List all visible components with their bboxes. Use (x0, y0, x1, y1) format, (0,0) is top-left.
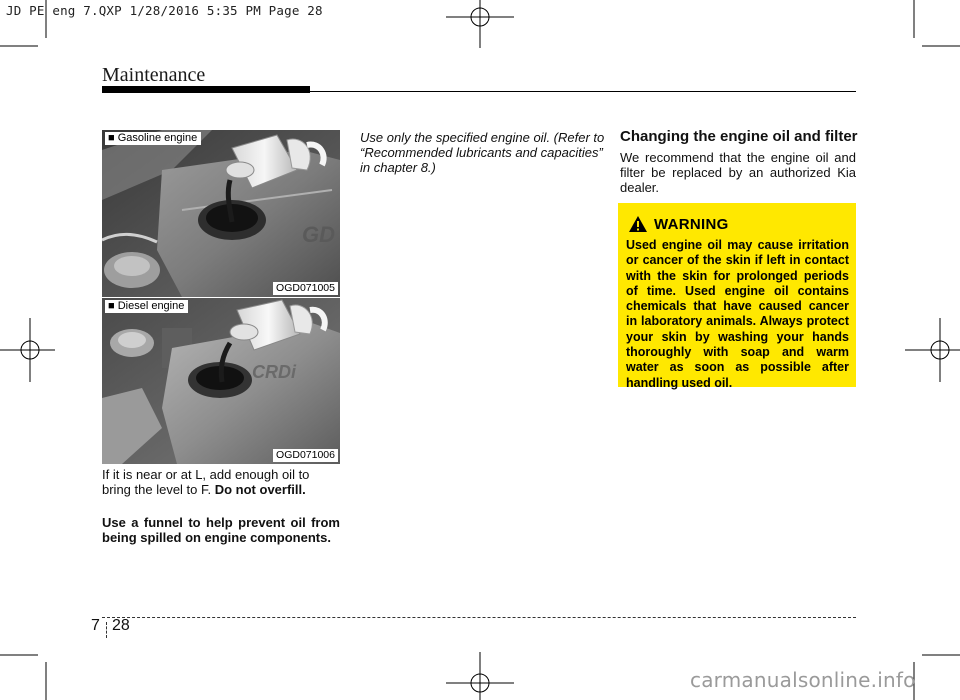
print-slug: JD PE eng 7.QXP 1/28/2016 5:35 PM Page 28 (6, 3, 323, 18)
header-bar (102, 86, 310, 93)
footer-divider (106, 622, 107, 638)
diesel-engine-figure (102, 297, 340, 464)
warning-box (618, 203, 856, 390)
svg-text:CRDi: CRDi (252, 362, 296, 382)
oil-level-text: If it is near or at L, add enough oil to bring the level to F. (102, 467, 310, 497)
warning-title: WARNING (654, 215, 729, 233)
oil-change-heading: Changing the engine oil and filter (620, 128, 858, 145)
warning-triangle-icon (628, 215, 648, 233)
gasoline-engine-figure (102, 130, 340, 297)
chapter-number: 7 (91, 617, 100, 634)
page-number: 28 (112, 617, 130, 634)
warning-header (628, 211, 849, 237)
diesel-figure-code: OGD071006 (273, 449, 338, 462)
do-not-overfill-text: Do not overfill. (214, 482, 306, 497)
section-title: Maintenance (102, 64, 206, 86)
diesel-caption: ■ Diesel engine (105, 300, 188, 313)
svg-text:GD: GD (302, 222, 335, 247)
gasoline-caption: ■ Gasoline engine (105, 132, 201, 145)
watermark-link[interactable]: carmanualsonline.info (690, 668, 916, 692)
oil-change-intro: We recommend that the engine oil and filter be replaced by an authorized Kia dealer. (620, 150, 856, 195)
footer-rule (102, 617, 856, 618)
oil-level-paragraph (102, 467, 340, 497)
funnel-paragraph: Use a funnel to help prevent oil from being spilled on engine components. (102, 515, 340, 545)
gasoline-engine-illustration (102, 130, 340, 297)
oil-spec-note: Use only the specified engine oil. (Refer to “Recommended lubricants and capacities” in chapter 8.) (360, 130, 605, 175)
warning-body: Used engine oil may cause irritation or cancer of the skin if left in contact with the skin for prolonged periods of time. Used engine oil contains chemicals that have caused cancer in laboratory animals. Always protect your skin by washing your hands thoroughly with soap and warm water as soon as possible after handling used oil. (626, 238, 849, 390)
diesel-engine-illustration (102, 298, 340, 464)
header-rule (310, 91, 856, 92)
gasoline-figure-code: OGD071005 (273, 282, 338, 295)
